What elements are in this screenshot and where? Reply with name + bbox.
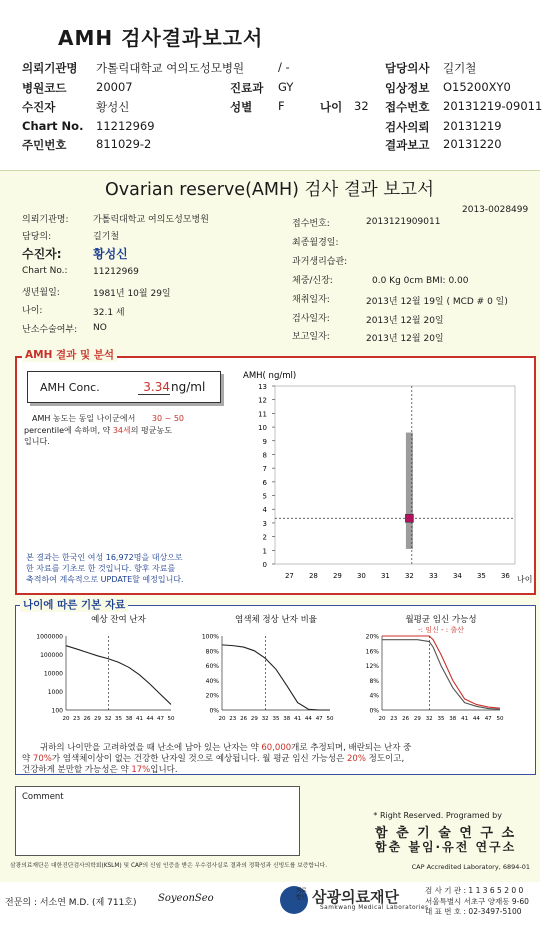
y-tick-label: 100 [51, 707, 63, 715]
amh-conc-unit: ng/ml [171, 380, 206, 394]
pi-label-collection-date: 채취일자: [292, 295, 330, 305]
x-tick-label: 26 [83, 716, 91, 722]
x-tick-label: 38 [449, 716, 457, 722]
y-tick-label: 100% [201, 633, 219, 641]
patient-amh-point [405, 514, 413, 522]
summary-line2: 약 70%가 염색체이상이 없는 건강한 난자일 것으로 예상됩니다. 월 평균 임신 가능성은 20% 정도이고, [22, 754, 405, 764]
value-chart-no: 11212969 [96, 119, 155, 133]
x-tick-label: 29 [332, 572, 342, 580]
y-tick-label: 7 [262, 465, 267, 474]
pi-label-institution: 의뢰기관명: [22, 215, 69, 225]
value-receipt-no: 20131219-09011 [443, 99, 542, 113]
x-axis-label: 나이 [517, 575, 533, 584]
x-tick-label: 44 [304, 716, 312, 722]
logo-text: 삼광의료재단 [312, 888, 399, 906]
pi-value-weight-height: 0.0 Kg 0cm BMI: 0.00 [372, 276, 469, 286]
label-test-request: 검사의뢰 [385, 120, 430, 134]
amh-conc-value: 3.34 [138, 380, 170, 395]
footer-info-3: 대 표 번 호 : 02-3497-5100 [425, 907, 522, 916]
y-tick-label: 0% [209, 707, 219, 715]
pi-label-ovary-surgery: 난소수술여부: [22, 325, 78, 335]
x-tick-label: 33 [428, 572, 438, 580]
x-tick-label: 35 [115, 716, 122, 722]
pi-label-age: 나이: [22, 306, 43, 316]
chart-title: 월평균 임신 가능성 [405, 615, 477, 625]
x-tick-label: 41 [136, 716, 143, 722]
x-tick-label: 50 [496, 716, 504, 722]
label-receipt-no: 접수번호 [385, 100, 430, 114]
x-tick-label: 30 [356, 572, 366, 580]
pi-label-receipt: 접수번호: [292, 219, 330, 229]
pi-value-age: 32.1 세 [93, 308, 125, 318]
pi-value-institution: 가톨릭대학교 여의도성모병원 [93, 215, 209, 225]
specialist-name: 전문의 : 서소연 M.D. (제 711호) [5, 898, 137, 908]
x-tick-label: 29 [250, 716, 258, 722]
value-patient: 황성신 [96, 100, 130, 114]
plot-area [275, 386, 515, 564]
institute-name-1: 함 춘 기 술 연 구 소 [375, 826, 517, 841]
y-tick-label: 10 [258, 424, 267, 433]
y-tick-label: 4 [262, 506, 267, 515]
value-age: 32 [354, 99, 369, 113]
y-tick-label: 6 [262, 478, 267, 487]
y-tick-label: 0 [262, 561, 267, 569]
x-tick-label: 23 [73, 716, 80, 722]
pi-label-patient: 수진자: [22, 247, 62, 261]
y-tick-label: 1 [262, 547, 267, 556]
x-tick-label: 41 [461, 716, 469, 722]
x-tick-label: 20 [378, 716, 386, 722]
logo-subtext: Samkwang Medical Laboratories [320, 905, 429, 911]
y-tick-label: 3 [262, 519, 267, 528]
x-tick-label: 47 [315, 716, 323, 722]
x-tick-label: 35 [437, 716, 445, 722]
footer-info-2: 서울특별시 서초구 양재동 9-60 [425, 897, 529, 906]
label-age: 나이 [320, 100, 343, 114]
x-tick-label: 44 [472, 716, 480, 722]
x-tick-label: 32 [425, 716, 433, 722]
x-tick-label: 26 [240, 716, 248, 722]
label-result-report: 결과보고 [385, 138, 430, 152]
y-tick-label: 100000 [40, 652, 63, 659]
series-line-0 [382, 636, 500, 708]
series-line-0 [66, 646, 171, 705]
x-tick-label: 29 [94, 716, 101, 722]
y-tick-label: 8% [369, 677, 379, 685]
value-institution: 가톨릭대학교 여의도성모병원 [96, 61, 245, 75]
accreditation-note: 삼광의료재단은 대한진단검사의학회(KSLM) 및 CAP의 신임 인증을 받은 우수검사실로 결과의 정확성과 신빙도를 보증합니다. [10, 863, 328, 869]
y-tick-label: 11 [258, 410, 267, 419]
age-section-title: 나이에 따른 기본 자료 [20, 597, 128, 612]
series-line-0 [222, 645, 330, 710]
value-result-report: 20131220 [443, 137, 502, 151]
y-tick-label: 40% [205, 677, 219, 685]
y-tick-label: 1000 [47, 689, 63, 696]
x-tick-label: 38 [283, 716, 291, 722]
y-tick-label: 20% [365, 633, 379, 641]
pi-value-report-date: 2013년 12월 20일 [366, 334, 444, 344]
chart-title: 예상 잔여 난자 [91, 615, 146, 625]
x-tick-label: 26 [402, 716, 410, 722]
footer-info-1: 검 사 기 관 : 1 1 3 6 5 2 0 0 [425, 886, 524, 895]
value-clinical-info: O15200XY0 [443, 80, 511, 94]
label-resident-no: 주민번호 [22, 138, 67, 152]
pi-label-report-date: 보고일자: [292, 332, 330, 342]
y-tick-label: 1000000 [36, 633, 63, 641]
amh-conc-label: AMH Conc. [40, 381, 100, 394]
x-tick-label: 44 [146, 716, 154, 722]
pi-value-receipt: 2013121909011 [366, 217, 441, 227]
y-axis-label: AMH( ng/ml) [243, 371, 297, 381]
pi-value-doctor: 길기철 [93, 232, 120, 242]
y-tick-label: 80% [205, 648, 219, 656]
pi-value-ovary-surgery: NO [93, 323, 107, 333]
signature: SoyeonSeo [158, 893, 214, 904]
x-tick-label: 47 [484, 716, 492, 722]
pregnancy-probability-chart [352, 612, 522, 732]
pi-label-chart-no: Chart No.: [22, 266, 68, 276]
y-tick-label: 20% [205, 692, 219, 700]
x-tick-label: 36 [500, 572, 510, 580]
amh-interpretation-line1: AMH 농도는 동일 나이군에서 30 ~ 50 [32, 414, 185, 423]
label-department: 진료과 [230, 81, 264, 95]
x-tick-label: 38 [125, 716, 133, 722]
x-tick-label: 23 [229, 716, 237, 722]
x-tick-label: 50 [167, 716, 175, 722]
y-tick-label: 16% [365, 648, 379, 656]
report-number: 2013-0028499 [462, 205, 529, 215]
x-tick-label: 50 [326, 716, 334, 722]
x-tick-label: 32 [404, 572, 414, 580]
pi-value-chart-no: 11212969 [93, 267, 139, 277]
label-institution: 의뢰기관명 [22, 61, 78, 75]
y-tick-label: 12 [258, 396, 267, 405]
chart-legend: -: 임신 - : 출산 [418, 626, 464, 634]
x-tick-label: 34 [452, 572, 462, 580]
label-clinical-info: 임상정보 [385, 81, 430, 95]
pi-value-birthdate: 1981년 10월 29일 [93, 289, 171, 299]
pi-label-menstrual-history: 과거생리습관: [292, 257, 348, 267]
y-tick-label: 60% [205, 663, 219, 671]
value-doctor: 길기철 [443, 61, 477, 75]
x-tick-label: 35 [272, 716, 280, 722]
x-tick-label: 20 [218, 716, 226, 722]
pi-label-birthdate: 생년월일: [22, 288, 60, 298]
rights-reserved: * Right Reserved. Programed by [373, 811, 502, 820]
y-tick-label: 8 [262, 451, 267, 460]
label-sex: 성별 [230, 100, 253, 114]
value-test-request: 20131219 [443, 119, 502, 133]
value-department: GY [278, 80, 294, 94]
amh-interpretation-line3: 입니다. [24, 437, 50, 446]
page-title: AMH 검사결과보고서 [58, 26, 264, 50]
amh-section-title: AMH 결과 및 분석 [22, 347, 117, 362]
amh-note-line1: 본 결과는 한국인 여성 16,972명을 대상으로 [26, 553, 183, 562]
value-hospital-code: 20007 [96, 80, 133, 94]
pi-label-test-date: 검사일자: [292, 314, 330, 324]
y-tick-label: 5 [262, 492, 267, 501]
report-title: Ovarian reserve(AMH) 검사 결과 보고서 [105, 180, 434, 200]
pi-value-test-date: 2013년 12월 20일 [366, 316, 444, 326]
comment-label: Comment [22, 792, 64, 802]
pi-label-doctor: 담당의: [22, 232, 52, 242]
amh-age-chart [235, 364, 533, 590]
cap-accreditation: CAP Accredited Laboratory, 6894-01 [411, 863, 530, 871]
pi-value-collection-date: 2013년 12월 19일 ( MCD # 0 일) [366, 297, 508, 307]
x-tick-label: 32 [261, 716, 269, 722]
normal-chromosome-chart [190, 612, 340, 732]
x-tick-label: 41 [294, 716, 302, 722]
y-tick-label: 12% [365, 663, 379, 671]
label-doctor: 담당의사 [385, 61, 430, 75]
amh-note-line2: 한 자료를 기초로 한 것입니다. 향후 자료를 [26, 564, 176, 573]
value-resident-no: 811029-2 [96, 137, 152, 151]
series-line-1 [382, 640, 500, 710]
value-sex: F [278, 99, 285, 113]
label-chart-no: Chart No. [22, 119, 84, 133]
summary-line1: 귀하의 나이만을 고려하였을 때 난소에 남아 있는 난자는 약 60,000개로 추정되며, 배란되는 난자 중 [40, 743, 412, 753]
pi-value-patient: 황성신 [93, 247, 128, 261]
x-tick-label: 27 [284, 572, 294, 580]
remaining-eggs-chart [28, 612, 178, 732]
x-tick-label: 31 [380, 572, 390, 580]
chart-title: 염색체 정상 난자 비율 [234, 615, 318, 625]
logo-small-text: 의료법인 [296, 888, 307, 901]
pi-label-lmp: 최종월경일: [292, 238, 339, 248]
y-tick-label: 0% [369, 707, 379, 715]
y-tick-label: 2 [262, 533, 267, 542]
x-tick-label: 28 [308, 572, 318, 580]
amh-interpretation-line2: percentile에 속하며, 약 34세의 평균농도 [24, 426, 172, 435]
institute-name-2: 함춘 불임·유전 연구소 [375, 840, 517, 854]
y-tick-label: 9 [262, 437, 267, 446]
x-tick-label: 29 [413, 716, 421, 722]
x-tick-label: 23 [390, 716, 398, 722]
y-tick-label: 10000 [43, 670, 63, 678]
pi-label-weight-height: 체중/신장: [292, 276, 333, 286]
label-hospital-code: 병원코드 [22, 81, 67, 95]
x-tick-label: 32 [104, 716, 112, 722]
label-patient: 수진자 [22, 100, 56, 114]
y-tick-label: 4% [369, 692, 379, 700]
value-dept-extra: / - [278, 60, 290, 74]
amh-note-line3: 축적하여 계속적으로 UPDATE할 예정입니다. [26, 575, 184, 584]
y-tick-label: 13 [258, 383, 267, 391]
x-tick-label: 35 [476, 572, 486, 580]
x-tick-label: 20 [62, 716, 70, 722]
summary-line3: 건강하게 분만할 가능성은 약 17%입니다. [22, 765, 178, 775]
x-tick-label: 47 [157, 716, 164, 722]
